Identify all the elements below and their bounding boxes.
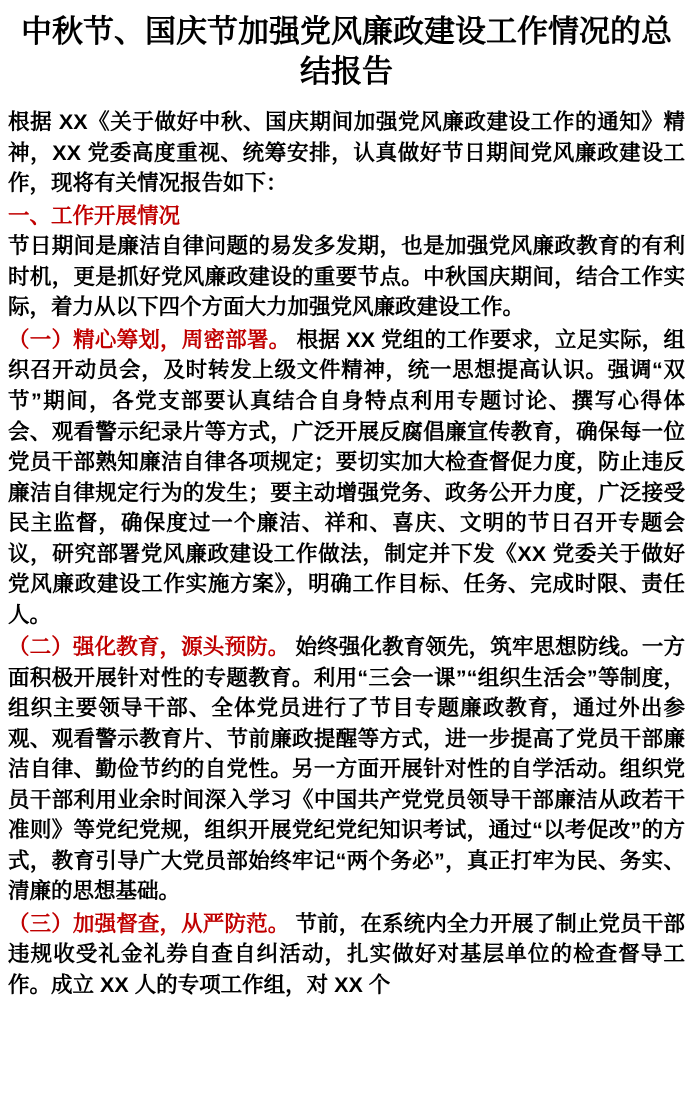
page-title: 中秋节、国庆节加强党风廉政建设工作情况的总结报告 <box>21 14 672 89</box>
section-heading-1: 一、工作开展情况 <box>8 203 181 228</box>
subsection-3-label: （三）加强督查，从严防范。 <box>8 911 290 936</box>
subsection-1-label: （一）精心筹划，周密部署。 <box>8 327 291 352</box>
subsection-1-text: 根据 XX 党组的工作要求，立足实际，组织召开动员会，及时转发上级文件精神，统一思想提高认识。强调“双节”期间，各党支部要认真结合自身特点利用专题讨论、撰写心得体会、观看警示纪录片等方式，广泛开展反腐倡廉宣传教育，确保每一位党员干部熟知廉洁自律各项规定；要切实加大检查督促力度，防止违反廉洁自律规定行为的发生；要主动增强党务、政务公开力度，广泛接受民主监督，确保度过一个廉洁、祥和、喜庆、文明的节日召开专题会议，研究部署党风廉政建设工作做法，制定并下发《XX 党委关于做好党风廉政建设工作实施方案》，明确工作目标、任务、完成时限、责任人。 <box>8 327 685 627</box>
subsection-1 <box>8 325 685 630</box>
subsection-3-text: 节前，在系统内全力开展了制止党员干部违规收受礼金礼券自查自纠活动，扎实做好对基层单位的检查督导工作。成立 XX 人的专项工作组，对 XX 个 <box>8 911 685 997</box>
intro-paragraph: 根据 XX《关于做好中秋、国庆期间加强党风廉政建设工作的通知》精神，XX 党委高度重视、统筹安排，认真做好节日期间党风廉政建设工作，现将有关情况报告如下： <box>8 110 685 196</box>
subsection-3 <box>8 909 685 1001</box>
subsection-2 <box>8 632 685 907</box>
subsection-2-text: 始终强化教育领先，筑牢思想防线。一方面积极开展针对性的专题教育。利用“三会一课”“组织生活会”等制度，组织主要领导干部、全体党员进行了节目专题廉政教育，通过外出参观、观看警示教育片、节前廉政提醒等方式，进一步提高了党员干部廉洁自律、勤俭节约的自党性。另一方面开展针对性的自学活动。组织党员干部利用业余时间深入学习《中国共产党党员领导干部廉洁从政若干准则》等党纪党规，组织开展党纪党纪知识考试，通过“以考促改”的方式，教育引导广大党员部始终牢记“两个务必”，真正打牢为民、务实、清廉的思想基础。 <box>8 635 685 904</box>
section-1-lead: 节日期间是廉洁自律问题的易发多发期，也是加强党风廉政教育的有利时机，更是抓好党风廉政建设的重要节点。中秋国庆期间，结合工作实际，着力从以下四个方面大力加强党风廉政建设工作。 <box>8 234 685 320</box>
subsection-2-label: （二）强化教育，源头预防。 <box>8 635 290 660</box>
